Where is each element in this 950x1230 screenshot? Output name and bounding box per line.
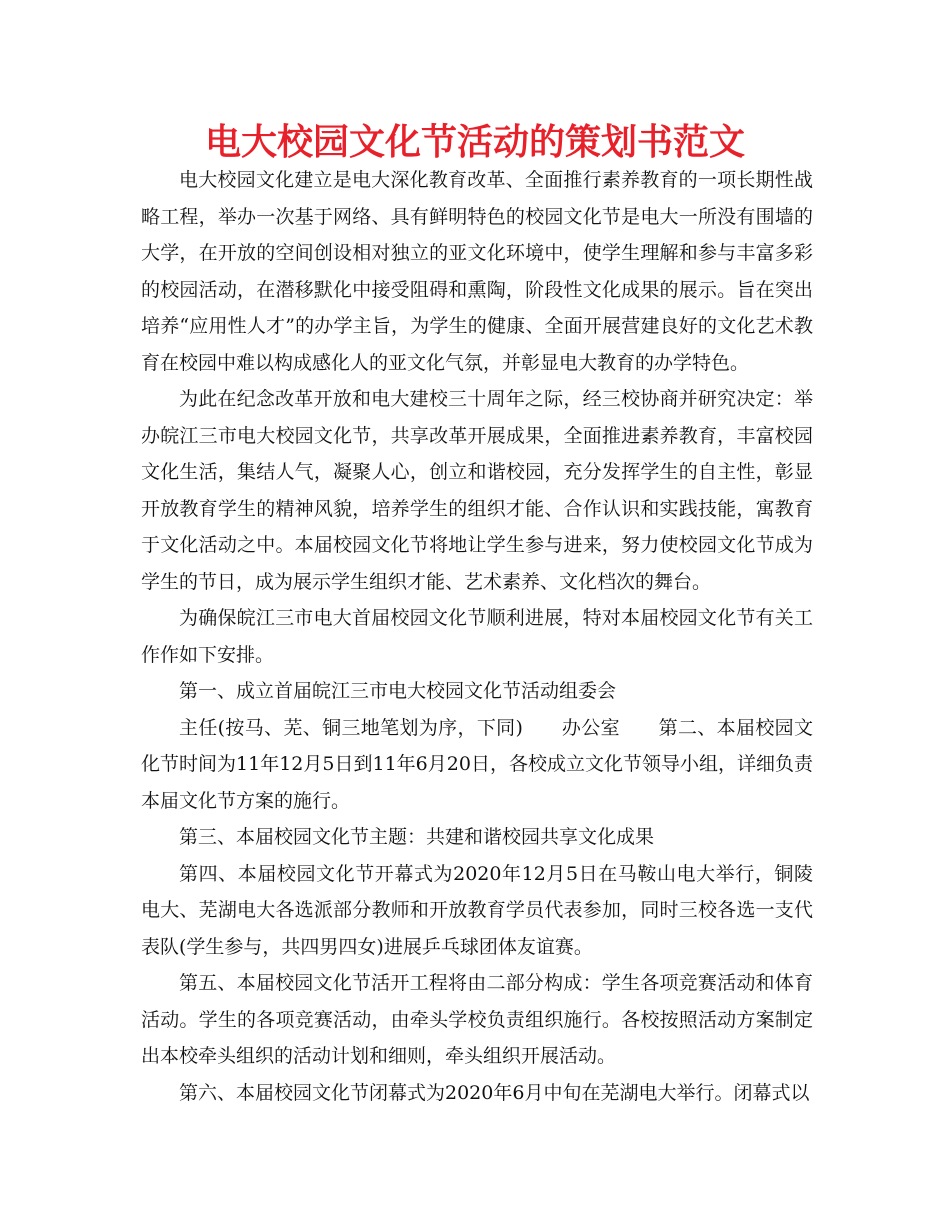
paragraph: 第一、成立首届皖江三市电大校园文化节活动组委会 (179, 680, 617, 702)
paragraph: 第四、本届校园文化节开幕式为2020年12月5日在马鞍山电大举行，铜陵电大、芜湖电大各选派部分教师和开放教育学员代表参加，同时三校各选一支代表队(学生参与，共四男四女)进展乒乓球团体友谊赛。 (141, 862, 813, 958)
document-title: 电大校园文化节活动的策划书范文 (204, 122, 745, 163)
paragraph: 为此在纪念改革开放和电大建校三十周年之际，经三校协商并研究决定：举办皖江三市电大校园文化节，共享改革开展成果，全面推进素养教育，丰富校园文化生活，集结人气，凝聚人心，创立和谐校园，充分发挥学生的自主性，彰显开放教育学生的精神风貌，培养学生的组织才能、合作认识和实践技能，寓教育于文化活动之中。本届校园文化节将地让学生参与进来，努力使校园文化节成为学生的节日，成为展示学生组织才能、艺术素养、文化档次的舞台。 (141, 388, 813, 593)
document-body (141, 162, 813, 1111)
paragraph: 主任(按马、芜、铜三地笔划为序，下同) 办公室 第二、本届校园文化节时间为11年12月5日到11年6月20日，各校成立文化节领导小组，详细负责本届文化节方案的施行。 (141, 716, 813, 812)
paragraph: 第三、本届校园文化节主题：共建和谐校园共享文化成果 (179, 826, 655, 848)
paragraph: 第六、本届校园文化节闭幕式为2020年6月中旬在芜湖电大举行。闭幕式以 (179, 1081, 810, 1104)
paragraph: 为确保皖江三市电大首届校园文化节顺利进展，特对本届校园文化节有关工作作如下安排。 (141, 607, 813, 666)
paragraph: 第五、本届校园文化节活开工程将由二部分构成：学生各项竞赛活动和体育活动。学生的各项竞赛活动，由牵头学校负责组织施行。各校按照活动方案制定出本校牵头组织的活动计划和细则，牵头组织开展活动。 (141, 972, 813, 1067)
paragraph: 电大校园文化建立是电大深化教育改革、全面推行素养教育的一项长期性战略工程，举办一次基于网络、具有鲜明特色的校园文化节是电大一所没有围墙的大学，在开放的空间创设相对独立的亚文化环境中，使学生理解和参与丰富多彩的校园活动，在潜移默化中接受阻碍和熏陶，阶段性文化成果的展示。旨在突出培养“应用性人才”的办学主旨，为学生的健康、全面开展营建良好的文化艺术教育在校园中难以构成感化人的亚文化气氛，并彰显电大教育的办学特色。 (141, 169, 813, 374)
